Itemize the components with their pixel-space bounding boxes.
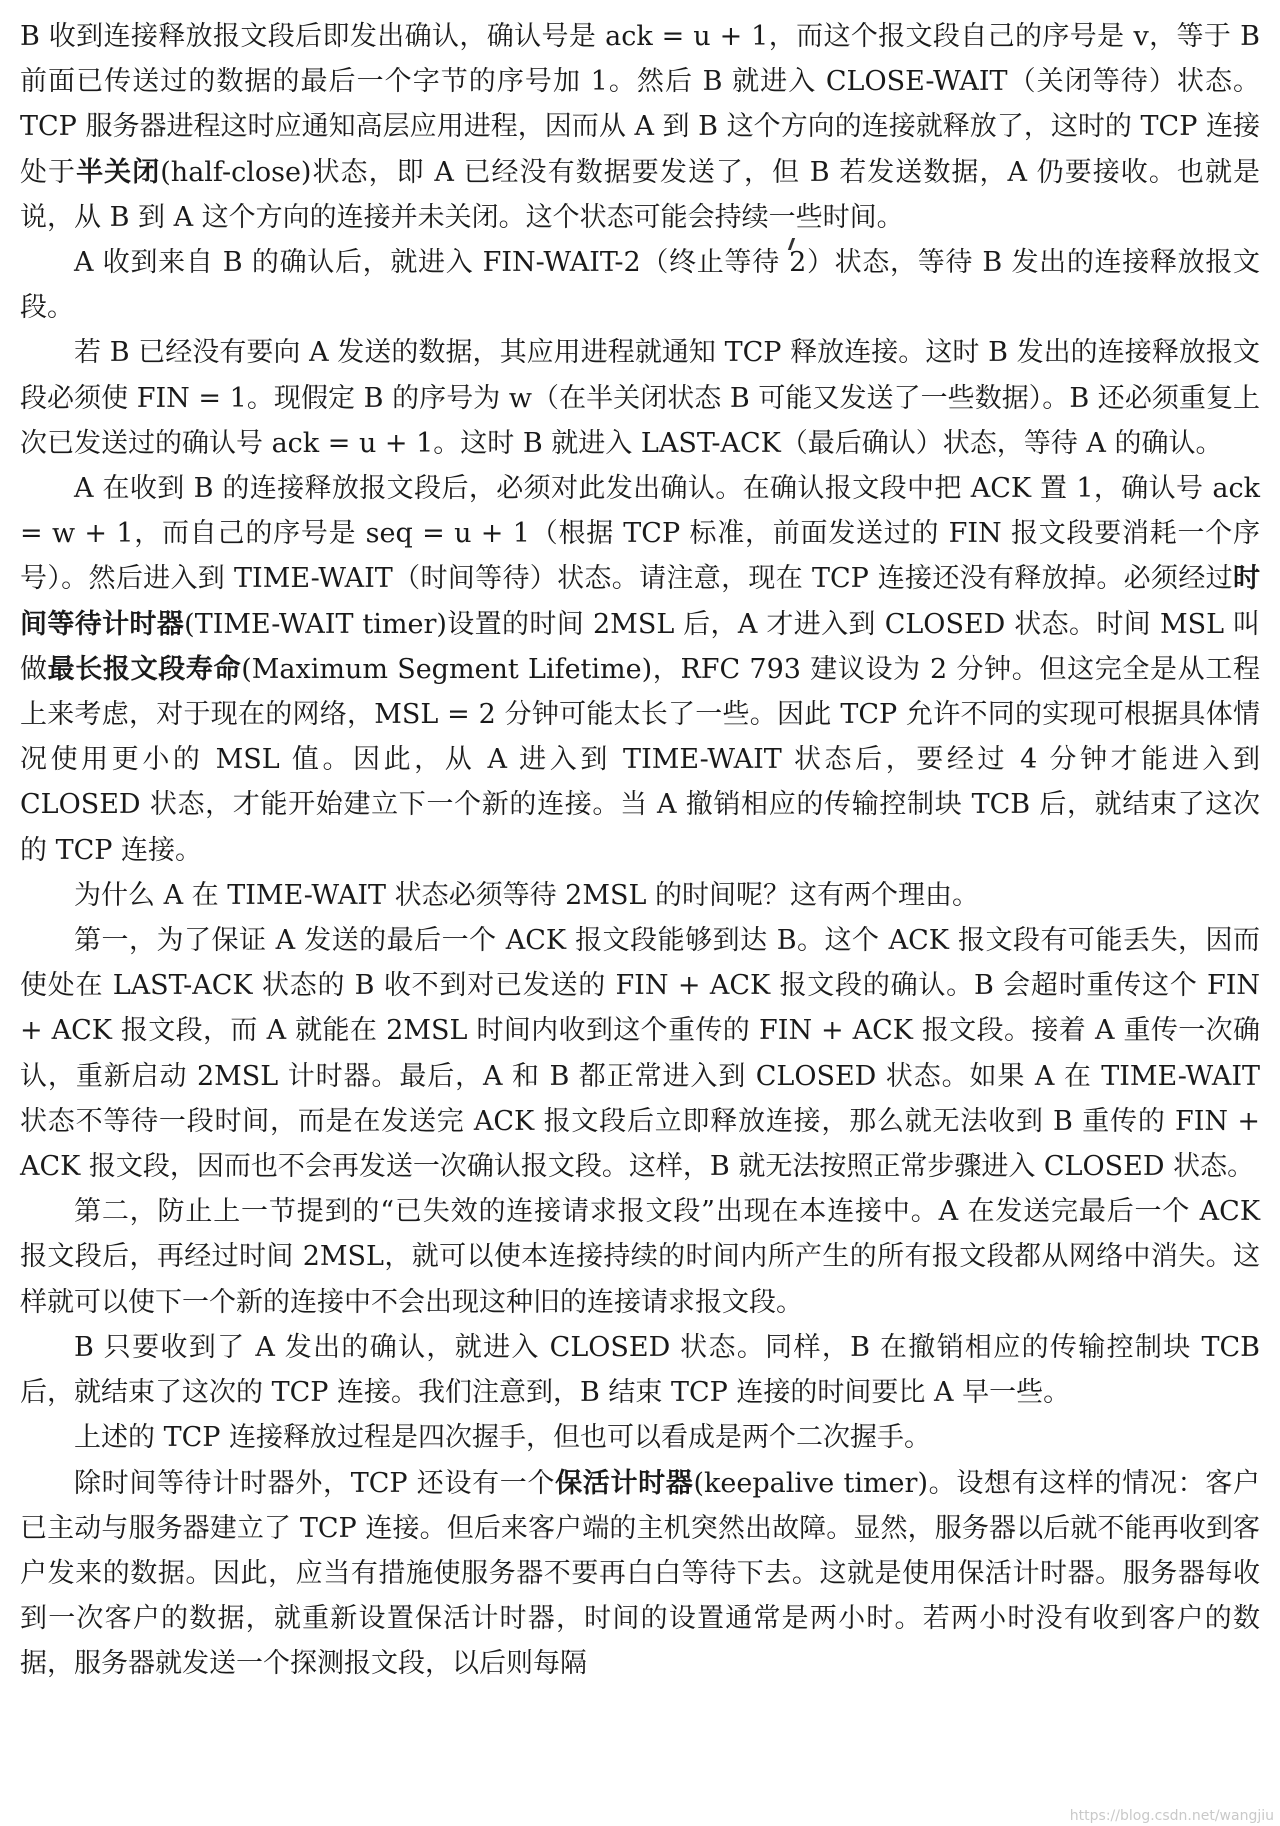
- bold-term-msl: 最长报文段寿命: [47, 653, 242, 685]
- paragraph-4: [20, 466, 1260, 873]
- text-run: 为什么 A 在 TIME-WAIT 状态必须等待 2MSL 的时间呢？这有两个理由。: [74, 879, 979, 911]
- text-run: 第一，为了保证 A 发送的最后一个 ACK 报文段能够到达 B。这个 ACK 报文段有可能丢失，因而使处在 LAST-ACK 状态的 B 收不到对已发送的 FIN + ACK 报文段的确认。B 会超时重传这个 FIN + ACK 报文段，而 A 就能在 2MSL 时间内收到这个重传的 FIN + ACK 报文段。接着 A 重传一次确认，重新启动 2MSL 计时器。最后，A 和 B 都正常进入到 CLOSED 状态。如果 A 在 TIME-WAIT 状态不等待一段时间，而是在发送完 ACK 报文段后立即释放连接，那么就无法收到 B 重传的 FIN + ACK 报文段，因而也不会再发送一次确认报文段。这样，B 就无法按照正常步骤进入 CLOSED 状态。: [20, 925, 1260, 1183]
- paragraph-9: [20, 1415, 1260, 1460]
- paragraph-8: [20, 1325, 1260, 1415]
- text-run: 上述的 TCP 连接释放过程是四次握手，但也可以看成是两个二次握手。: [74, 1422, 931, 1454]
- text-run: 第二，防止上一节提到的“已失效的连接请求报文段”出现在本连接中。A 在发送完最后一个 ACK 报文段后，再经过时间 2MSL，就可以使本连接持续的时间内所产生的所有报文段都从网络中消失。这样就可以使下一个新的连接中不会出现这种旧的连接请求报文段。: [20, 1196, 1260, 1318]
- bold-term-time-wait-timer: 时间等待计时器: [20, 563, 1260, 640]
- watermark: https://blog.csdn.net/wangjiu: [1069, 1808, 1274, 1824]
- paragraph-1: [20, 14, 1260, 240]
- document-page: [20, 14, 1260, 1687]
- text-run: (Maximum Segment Lifetime)，RFC 793 建议设为 2 分钟。但这完全是从工程上来考虑，对于现在的网络，MSL = 2 分钟可能太长了一些。因此 TCP 允许不同的实现可根据具体情况使用更小的 MSL 值。因此，从 A 进入到 TIME-WAIT 状态后，要经过 4 分钟才能进入到 CLOSED 状态，才能开始建立下一个新的连接。当 A 撤销相应的传输控制块 TCB 后，就结束了这次的 TCP 连接。: [20, 653, 1260, 866]
- paragraph-2: [20, 240, 1260, 330]
- paragraph-7: [20, 1189, 1260, 1325]
- bold-term-keepalive-timer: 保活计时器: [555, 1467, 694, 1499]
- paragraph-6: [20, 918, 1260, 1189]
- paragraph-5: [20, 873, 1260, 918]
- text-run: B 收到连接释放报文段后即发出确认，确认号是 ack = u + 1，而这个报文段自己的序号是 v，等于 B 前面已传送过的数据的最后一个字节的序号加 1。然后 B 就进入 CLOSE-WAIT（关闭等待）状态。TCP 服务器进程这时应通知高层应用进程，因而从 A 到 B 这个方向的连接就释放了，这时的 TCP 连接处于: [20, 21, 1260, 188]
- bold-term-half-close: 半关闭: [76, 156, 161, 188]
- paragraph-3: [20, 330, 1260, 466]
- text-run: 若 B 已经没有要向 A 发送的数据，其应用进程就通知 TCP 释放连接。这时 B 发出的连接释放报文段必须使 FIN = 1。现假定 B 的序号为 w（在半关闭状态 B 可能又发送了一些数据）。B 还必须重复上次已发送过的确认号 ack = u + 1。这时 B 就进入 LAST-ACK（最后确认）状态，等待 A 的确认。: [20, 337, 1260, 459]
- text-run: 除时间等待计时器外，TCP 还设有一个: [74, 1467, 556, 1499]
- paragraph-10: [20, 1461, 1260, 1687]
- text-run: A 在收到 B 的连接释放报文段后，必须对此发出确认。在确认报文段中把 ACK 置 1，确认号 ack = w + 1，而自己的序号是 seq = u + 1（根据 TCP 标准，前面发送过的 FIN 报文段要消耗一个序号）。然后进入到 TIME-WAIT（时间等待）状态。请注意，现在 TCP 连接还没有释放掉。必须经过: [20, 473, 1260, 595]
- text-run: (keepalive timer)。设想有这样的情况：客户已主动与服务器建立了 TCP 连接。但后来客户端的主机突然出故障。显然，服务器以后就不能再收到客户发来的数据。因此，应当有措施使服务器不要再白白等待下去。这就是使用保活计时器。服务器每收到一次客户的数据，就重新设置保活计时器，时间的设置通常是两小时。若两小时没有收到客户的数据，服务器就发送一个探测报文段，以后则每隔: [20, 1467, 1261, 1680]
- text-run: A 收到来自 B 的确认后，就进入 FIN-WAIT-2（终止等待 2）状态，等待 B 发出的连接释放报文段。: [20, 247, 1260, 324]
- text-run: (TIME-WAIT timer)设置的时间 2MSL 后，A 才进入到 CLOSED 状态。时间 MSL 叫做: [20, 608, 1260, 685]
- text-run: (half-close)状态，即 A 已经没有数据要发送了，但 B 若发送数据，A 仍要接收。也就是说，从 B 到 A 这个方向的连接并未关闭。这个状态可能会持续一些时间。: [20, 156, 1260, 233]
- text-run: B 只要收到了 A 发出的确认，就进入 CLOSED 状态。同样，B 在撤销相应的传输控制块 TCB 后，就结束了这次的 TCP 连接。我们注意到，B 结束 TCP 连接的时间要比 A 早一些。: [20, 1331, 1260, 1409]
